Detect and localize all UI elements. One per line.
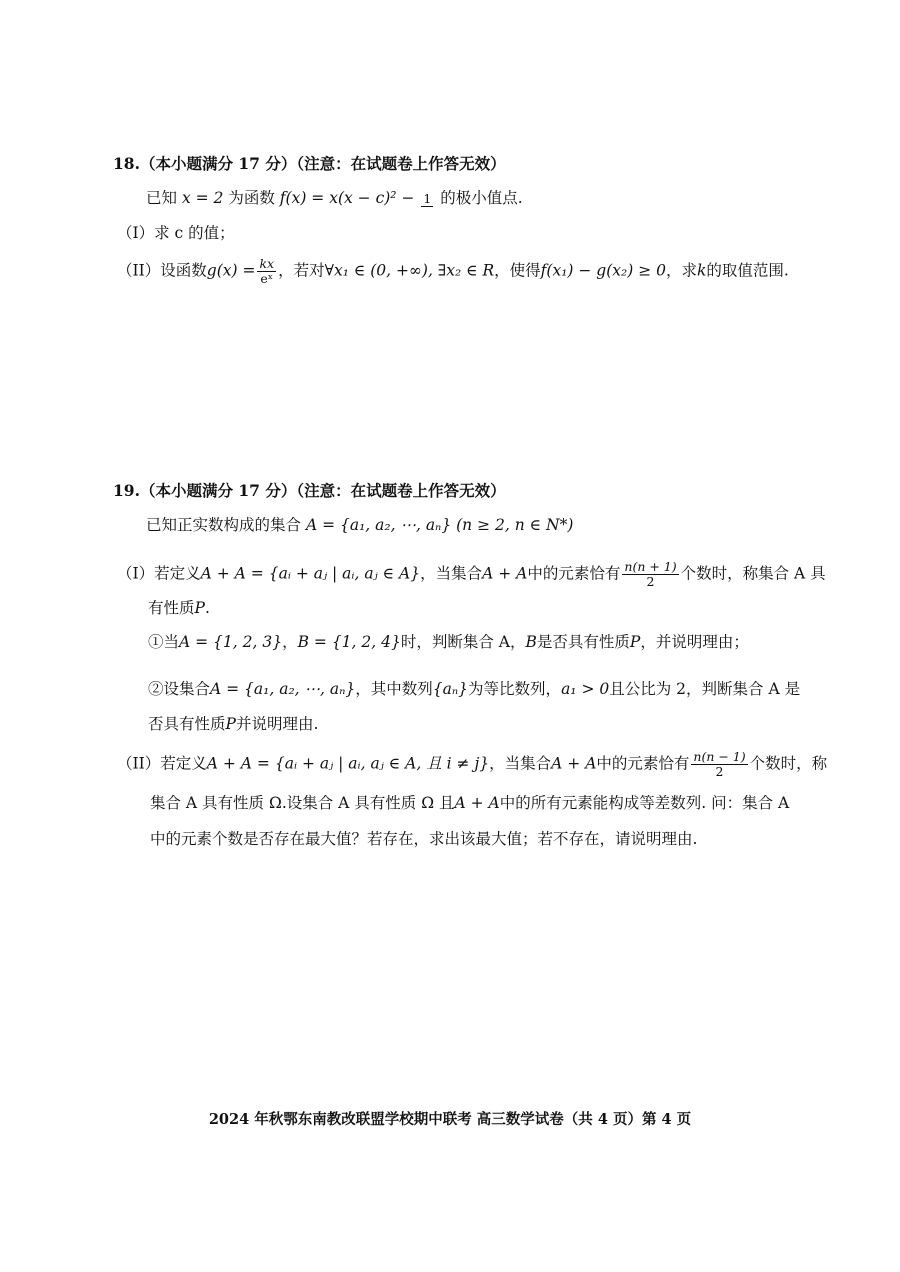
q19-header: [113, 480, 506, 502]
q19-part2-mid2: 中的元素恰有: [596, 754, 690, 773]
q18-stem-post: 的极小值点.: [440, 189, 523, 207]
q18-part2: [117, 257, 789, 286]
q19-part2-pre: 若定义: [160, 754, 207, 773]
q19-part2-label: （II）: [117, 754, 161, 773]
q19-part2-mid: ，当集合: [489, 754, 552, 773]
q19-sub1: [148, 631, 749, 653]
q19-part1-mid2: 中的元素恰有: [527, 564, 621, 583]
q19-part1-line2-pre: 有性质: [148, 599, 195, 617]
q18-number: 18.: [113, 154, 140, 173]
q18-fraction: [421, 192, 433, 207]
q18-stem-mid: 为函数: [228, 189, 275, 207]
q19-sub2-condition: a₁ > 0: [561, 680, 610, 698]
q18-part2-mid: ，若对: [278, 261, 325, 280]
q18-part1-label: （I）: [117, 224, 155, 242]
q19-property-p: P: [194, 599, 205, 617]
q19-sub1-b: B: [525, 633, 537, 651]
q19-sub2-post: 且公比为 2，判断集合 A 是: [609, 680, 801, 698]
q19-stem: [146, 514, 573, 536]
q19-part2-line1: [117, 750, 827, 779]
q18-g-fraction: [257, 257, 276, 286]
q19-part1-aa: A + A: [482, 564, 528, 583]
q18-stem-math: x = 2: [181, 189, 224, 207]
q18-part2-post: ，求: [665, 261, 697, 280]
q18-inequality: f(x₁) − g(x₂) ≥ 0: [540, 261, 666, 280]
q19-sub2-line1: [148, 678, 800, 700]
q19-sub2-line2: [148, 713, 318, 735]
q19-sub2-pre: ②设集合: [148, 680, 211, 698]
q18-header-text: （本小题满分 17 分）（注意：在试题卷上作答无效）: [139, 154, 506, 173]
q18-part2-end: 的取值范围.: [706, 261, 789, 280]
q19-part2-aa: A + A: [551, 754, 597, 773]
q19-part2-line2: [150, 792, 789, 814]
q19-set-a: A = {1, 2, 3}: [179, 633, 283, 651]
q18-g-fraction-num: kx: [259, 256, 275, 271]
q19-sub1-p: P: [629, 633, 641, 651]
q19-set-definition: A = {a₁, a₂, ⋯, aₙ} (n ≥ 2, n ∈ N*): [305, 516, 574, 534]
q19-part2-fraction-num: n(n − 1): [693, 749, 746, 764]
q19-part2-fraction: [691, 750, 747, 779]
q18-g-function: g(x) =: [206, 261, 256, 280]
q18-part2-label: （II）: [117, 261, 161, 280]
q19-part2-line2-aa: A + A: [454, 794, 500, 812]
q18-header: [113, 153, 506, 175]
q19-part1-line1: [117, 560, 826, 589]
q19-sub1-pre: ①当: [148, 633, 180, 651]
q19-part1-post: 个数时，称集合 A 具: [680, 564, 826, 583]
q19-part1-mid: ，当集合: [420, 564, 483, 583]
q19-sub1-comma: ，: [282, 633, 298, 651]
q19-part1-line2: [148, 597, 210, 619]
q19-part1-fraction-num: n(n + 1): [624, 559, 677, 574]
q19-part2-line3: [150, 828, 697, 850]
q19-sub1-post: ，并说明理由；: [640, 633, 749, 651]
q19-part2-post: 个数时，称: [749, 754, 828, 773]
q19-part2-line2-post: 中的所有元素能构成等差数列. 问：集合 A: [499, 794, 790, 812]
q19-part1-fraction-den: 2: [646, 574, 655, 589]
q18-k-variable: k: [697, 261, 707, 280]
q19-part2-fraction-den: 2: [715, 764, 724, 779]
q19-sub2-sequence: {aₙ}: [432, 680, 469, 698]
q19-part1-fraction: [622, 560, 678, 589]
q19-part1-line2-post: .: [204, 599, 210, 617]
q19-part1-sum-definition: A + A = {aᵢ + aⱼ | aᵢ, aⱼ ∈ A}: [200, 564, 421, 583]
q18-quantifier-condition: ∀x₁ ∈ (0, +∞), ∃x₂ ∈ R: [324, 261, 495, 280]
page-footer: 2024 年秋鄂东南教改联盟学校期中联考 高三数学试卷（共 4 页）第 4 页: [208, 1111, 692, 1128]
q19-sub1-mid: 时，判断集合 A，: [400, 633, 526, 651]
q19-number: 19.: [113, 481, 140, 500]
q18-g-fraction-den: eˣ: [260, 271, 274, 286]
q19-header-text: （本小题满分 17 分）（注意：在试题卷上作答无效）: [139, 481, 506, 500]
q19-sub2-mid: ，其中数列: [355, 680, 433, 698]
q18-stem-pre: 已知: [146, 189, 178, 207]
q19-sub2-set: A = {a₁, a₂, ⋯, aₙ}: [210, 680, 356, 698]
q19-part2-line3-text: 中的元素个数是否存在最大值？若存在，求出该最大值；若不存在，请说明理由.: [150, 830, 698, 848]
q18-function: f(x) = x(x − c)² −: [279, 189, 415, 207]
q18-part2-mid2: ，使得: [494, 261, 541, 280]
q19-sub1-mid2: 是否具有性质: [536, 633, 630, 651]
q18-part2-pre: 设函数: [160, 261, 207, 280]
q18-part1-text: 求 c 的值；: [154, 224, 235, 242]
q18-part1: [117, 222, 235, 244]
q19-sub2-p: P: [225, 715, 236, 733]
q19-sub2-line2-pre: 否具有性质: [148, 715, 226, 733]
q19-part1-pre: 若定义: [154, 564, 201, 583]
q19-set-b: B = {1, 2, 4}: [297, 633, 401, 651]
q18-stem: [146, 187, 523, 209]
q19-stem-pre: 已知正实数构成的集合: [146, 516, 302, 534]
q19-part2-line2-pre: 集合 A 具有性质 Ω.设集合 A 具有性质 Ω 且: [150, 794, 455, 812]
q19-sub2-mid2: 为等比数列，: [468, 680, 562, 698]
q19-part1-label: （I）: [117, 564, 155, 583]
q19-part2-sum-definition: A + A = {aᵢ + aⱼ | aᵢ, aⱼ ∈ A, 且 i ≠ j}: [206, 754, 490, 773]
q19-sub2-line2-post: 并说明理由.: [235, 715, 319, 733]
q18-fraction-num: 1: [423, 190, 432, 206]
